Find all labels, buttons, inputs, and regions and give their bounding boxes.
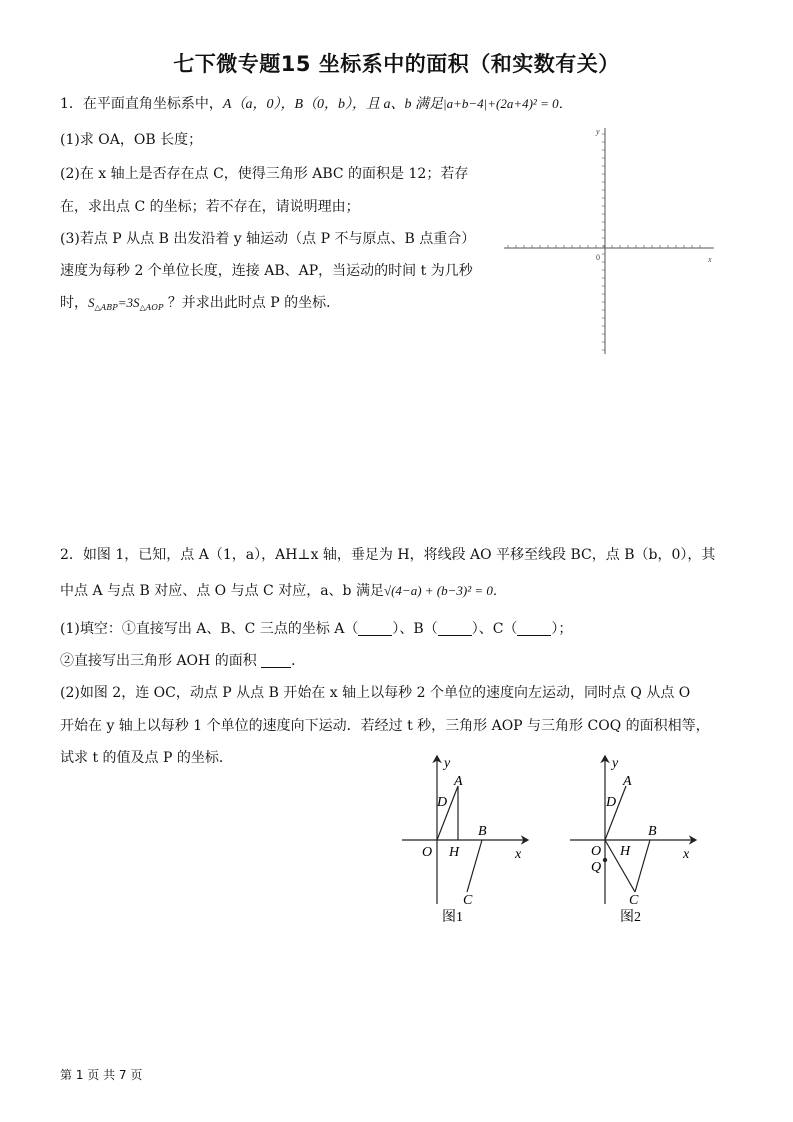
q1-y-label: y: [596, 127, 600, 136]
q2-part2-line1: (2)如图 2，连 OC，动点 P 从点 B 开始在 x 轴上以每秒 2 个单位的速度向左运动，同时点 Q 从点 O: [60, 685, 691, 701]
q1-coordinate-axes: [500, 122, 720, 358]
fig2-label-D: D: [606, 795, 617, 810]
q2-area-end: ．: [291, 653, 306, 669]
fig1-label-A: A: [454, 774, 463, 789]
q2-area-prompt: ②直接写出三角形 AOH 的面积: [60, 653, 257, 669]
q1-stem-intro: 1．在平面直角坐标系中，: [60, 96, 223, 112]
answer-blank-area[interactable]: [261, 653, 291, 668]
answer-blank-c[interactable]: [517, 621, 551, 636]
q1-part3-line2: 速度为每秒 2 个单位长度，连接 AB、AP，当运动的时间 t 为几秒: [60, 263, 473, 279]
answer-blank-a[interactable]: [358, 621, 392, 636]
fig2-label-H: H: [620, 844, 631, 859]
q1-x-label: x: [708, 255, 712, 264]
figure-2: [566, 752, 706, 930]
fig1-label-C: C: [463, 893, 473, 908]
q1-area-sub1: △ABP: [94, 303, 118, 312]
q1-part2-line2: 在，求出点 C 的坐标；若不存在，请说明理由；: [60, 199, 360, 215]
q2-part2-line3: 试求 t 的值及点 P 的坐标．: [60, 750, 233, 766]
q2-fill-prompt: (1)填空：①直接写出 A、B、C 三点的坐标 A（: [60, 621, 359, 637]
q1-origin-label: 0: [596, 253, 600, 262]
fig1-label-y: y: [444, 756, 451, 771]
fig1-label-B: B: [478, 824, 487, 839]
fig2-label-C: C: [629, 893, 639, 908]
q1-area-sub2: △AOP: [139, 303, 164, 312]
answer-blank-b[interactable]: [438, 621, 472, 636]
q1-stem-formula: |a+b−4|+(2a+4)² = 0．: [443, 96, 572, 111]
q2-fill-line2: [60, 651, 305, 671]
q2-fill-b: ）、B（: [392, 621, 438, 637]
page-footer: 第 1 页 共 7 页: [60, 1068, 143, 1082]
q1-stem-points: A（a，0），B（0，b），且 a、b 满足: [222, 97, 444, 112]
fig2-label-Q: Q: [591, 860, 602, 875]
fig2-label-A: A: [623, 774, 632, 789]
fig2-segment-BC: [635, 840, 650, 892]
q2-formula: √(4−a) + (b−3)² = 0．: [383, 583, 506, 598]
fig1-label-O: O: [422, 845, 433, 860]
q1-part1: (1)求 OA，OB 长度；: [60, 132, 203, 148]
q2-stem-line2-text: 中点 A 与点 B 对应、点 O 与点 C 对应，a、b 满足: [60, 583, 384, 599]
q2-part2-line2: 开始在 y 轴上以每秒 1 个单位的速度向下运动．若经过 t 秒，三角形 AOP 与三角形 COQ 的面积相等，: [60, 718, 710, 734]
q1-part3-pre: 时，: [60, 295, 88, 311]
q2-fill-line1: [60, 619, 572, 639]
q1-part3-line1: (3)若点 P 从点 B 出发沿着 y 轴运动（点 P 不与原点、B 点重合）: [60, 231, 476, 247]
q1-part3-post: ？并求出此时点 P 的坐标．: [167, 295, 341, 311]
fig1-segment-BC: [467, 840, 482, 892]
q2-stem-line1: 2．如图 1，已知，点 A（1，a），AH⊥x 轴，垂足为 H，将线段 AO 平移至线段 BC，点 B（b，0），其: [60, 547, 716, 563]
q2-fill-c: ）、C（: [471, 621, 518, 637]
q2-stem-line2: [60, 581, 506, 601]
fig2-label-y: y: [612, 756, 619, 771]
fig1-label-D: D: [437, 795, 448, 810]
q1-axis-ticks: [508, 134, 700, 350]
fig2-label-O: O: [591, 844, 602, 859]
q1-area-s1: S: [88, 295, 95, 310]
q2-fill-end: ）；: [551, 621, 573, 637]
fig2-caption: 图2: [620, 910, 641, 925]
q1-part3-line3: [60, 293, 340, 318]
q1-area-eq: =3S: [117, 295, 140, 310]
fig2-point-Q: [603, 858, 607, 862]
fig1-label-H: H: [449, 845, 460, 860]
figure-1: [398, 752, 538, 930]
fig1-caption: 图1: [442, 910, 463, 925]
q1-part2-line1: (2)在 x 轴上是否存在点 C，使得三角形 ABC 的面积是 12；若存: [60, 166, 469, 182]
fig2-label-B: B: [648, 824, 657, 839]
page-title: 七下微专题15 坐标系中的面积（和实数有关）: [173, 52, 620, 76]
fig2-label-x: x: [683, 847, 690, 862]
q1-stem: [60, 94, 572, 115]
fig1-label-x: x: [515, 847, 522, 862]
